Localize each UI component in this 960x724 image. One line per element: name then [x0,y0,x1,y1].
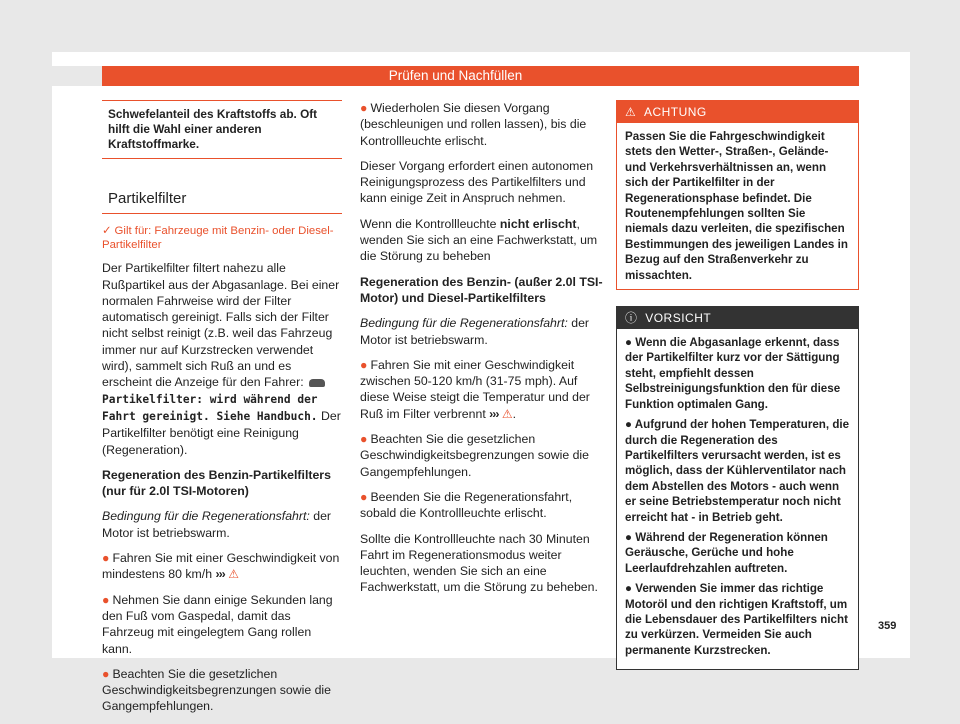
reference-arrow-icon: ››› [215,567,225,582]
list-item: ● Beenden Sie die Regenerationsfahrt, sobald die Kontrollleuchte erlischt. [360,489,573,521]
warning-triangle-icon: ⚠ [228,567,239,582]
chapter-header: Prüfen und Nachfüllen [52,66,859,86]
condition: Bedingung für die Regenerationsfahrt: der Motor ist betriebswarm. [102,509,332,540]
caution-item: ● Während der Regeneration können Geräusche, Gerüche und hohe Leerlaufdrehzahlen auftreten. [625,530,828,575]
bullet-icon: ● [360,432,368,447]
list-item: ● Beachten Sie die gesetzlichen Geschwindigkeitsbegrenzungen sowie die Gangempfehlungen. [360,432,589,479]
caution-item: ● Aufgrund der hohen Temperaturen, die durch die Regeneration des Partikelfilters verursacht werden, ist es möglich, dass der Kühlerventilator nach dem Abstellen des Motors - auch wenn er seine Betriebstemperatur noch nicht erreicht hat - in Betrieb geht. [625,418,850,524]
list-item: ● Fahren Sie mit einer Geschwindigkeit von mindestens 80 km/h ››› ⚠ [102,551,340,582]
warning-triangle-icon: ⚠ [501,406,513,421]
list-item: ● Nehmen Sie dann einige Sekunden lang den Fuß vom Gaspedal, damit das Fahrzeug mit eingelegtem Gang rollen kann. [102,592,333,656]
warning-box [616,100,859,290]
intro-box: Schwefelanteil des Kraftstoffs ab. Oft hilft die Wahl einer anderen Kraftstoffmarke. [102,100,342,159]
bullet-icon: ● [360,489,368,504]
bullet-icon: ● [625,336,636,350]
list-item: ● Beachten Sie die gesetzlichen Geschwindigkeitsbegrenzungen sowie die Gangempfehlungen. [102,666,331,714]
caution-header: ⓘ VORSICHT [617,307,858,329]
warning-triangle-icon: ⚠ [625,105,637,119]
caution-body [617,329,858,669]
bullet-icon: ● [102,666,110,681]
condition: Bedingung für die Regenerationsfahrt: der Motor ist betriebswarm. [360,316,590,347]
display-message: Partikelfilter: wird während der Fahrt gereinigt. Siehe Handbuch. [102,392,318,423]
filter-warning-icon [309,379,325,387]
bullet-icon: ● [102,592,110,607]
reference-arrow-icon: ››› [489,406,499,421]
applies-to: ✓ Gilt für: Fahrzeuge mit Benzin- oder Diesel-Partikelfilter [102,225,334,252]
list-item: ● Fahren Sie mit einer Geschwindigkeit zwischen 50-120 km/h (31-75 mph). Auf diese Weise steigt die Temperatur und der Ruß im Filter verbrennt ››› ⚠. [360,357,590,421]
paragraph: Der Partikelfilter filtert nahezu alle Rußpartikel aus der Abgasanlage. Bei einer normalen Fahrweise wird der Filter automatisch gereinigt. Falls sich der Filter nicht selbst reinigt (z.B. weil das Fahrzeug immer nur auf Kurzstrecken verwendet wird), sammelt sich Ruß an und es erscheint die Anzeige für den Fahrer: Partikelfilter: wird während der Fahrt gereinigt. Siehe Handbuch. Der Partikelfilter benötigt eine Reinigung (Regeneration). [102,261,341,457]
bullet-icon: ● [360,101,368,115]
bullet-icon: ● [102,551,110,566]
paragraph: Dieser Vorgang erfordert einen autonomen Reinigungsprozess des Partikelfilters und kann einige Zeit in Anspruch nehmen. [360,158,594,206]
paragraph: Sollte die Kontrollleuchte nach 30 Minuten Fahrt im Regenerationsmodus weiter leuchten, wenden Sie sich an eine Fachwerkstatt, um die Störung zu beheben. [360,531,598,595]
bullet-icon: ● [360,357,368,372]
subheading: Regeneration des Benzin-Partikelfilters (nur für 2.0l TSI-Motoren) [102,467,331,499]
check-icon: ✓ [102,225,112,238]
section-title: Partikelfilter [102,183,342,214]
warning-text: Passen Sie die Fahrgeschwindigkeit stets den Wetter-, Straßen-, Gelände- und Verkehrsverhältnissen an, wenn sich der Partikelfilter in der Regenerationsphase befindet. Die Routenempfehlungen sollten Sie niemals dazu verleiten, die spezifischen Bestimmungen des jeweiligen Landes in Bezug auf den Straßenverkehr zu missachten. [617,123,858,289]
bullet-icon: ● [625,418,635,432]
info-circle-icon: ⓘ [625,311,638,326]
column-1 [102,100,342,724]
warning-header: ⚠ ACHTUNG [617,101,858,123]
paragraph: Wenn die Kontrollleuchte nicht erlischt, wenden Sie sich an eine Fachwerkstatt, um die Störung zu beheben [360,216,598,264]
subheading: Regeneration des Benzin- (außer 2.0l TSI-Motor) und Diesel-Partikelfilters [360,274,603,305]
column-2 [360,100,603,605]
bullet-icon: ● [625,530,636,544]
caution-box [616,306,859,670]
column-3 [616,100,859,686]
page-number: 359 [878,620,897,632]
caution-item: ● Wenn die Abgasanlage erkennt, dass der Partikelfilter kurz vor der Sättigung steht, empfiehlt dessen Selbstreinigungsfunktion den für diese Funktion optimalen Gang. [625,336,841,411]
caution-item: ● Verwenden Sie immer das richtige Motoröl und den richtigen Kraftstoff, um die Lebensdauer des Partikelfilters nicht zu verkürzen. Vermeiden Sie auch permanente Kurzstrecken. [625,582,848,657]
header-tab [52,66,102,86]
list-item: ● Wiederholen Sie diesen Vorgang (beschleunigen und rollen lassen), bis die Kontrollleuchte erlischt. [360,101,587,148]
bullet-icon: ● [625,582,636,596]
